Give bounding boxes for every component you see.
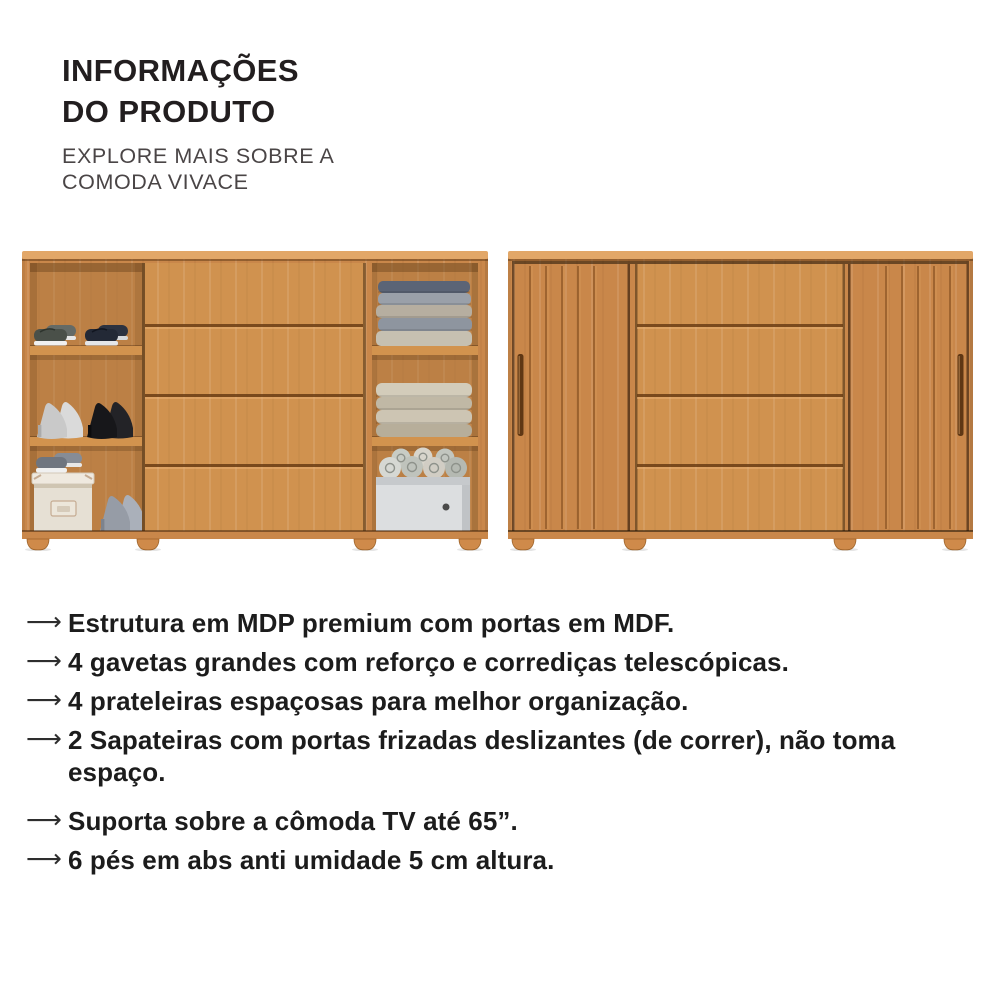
arrow-right-icon: ⟶	[26, 685, 62, 714]
closed-dresser-drawers	[635, 264, 845, 531]
feature-text: 6 pés em abs anti umidade 5 cm altura.	[68, 845, 555, 875]
product-image-open	[22, 251, 488, 551]
product-image-closed	[508, 251, 973, 551]
closed-dresser-right-door	[848, 264, 969, 531]
folded-clothes-stack-top	[376, 281, 472, 346]
page-subtitle	[62, 143, 1000, 195]
feature-text: Suporta sobre a cômoda TV até 65”.	[68, 806, 518, 836]
feature-text: 4 gavetas grandes com reforço e corrediças telescópicas.	[68, 647, 789, 677]
feature-text: Estrutura em MDP premium com portas em MDF.	[68, 608, 675, 638]
right-door-handle	[958, 354, 964, 436]
feature-item	[26, 607, 1000, 639]
arrow-right-icon: ⟶	[26, 805, 62, 834]
features-list	[26, 607, 1000, 876]
left-door-handle	[518, 354, 524, 436]
towel-box	[376, 448, 470, 532]
header	[0, 0, 1000, 195]
page-title-line2: DO PRODUTO	[62, 94, 276, 129]
open-dresser-illustration	[22, 251, 488, 551]
page-subtitle-line2: COMODA VIVACE	[62, 170, 249, 194]
feature-item	[26, 724, 1000, 788]
arrow-right-icon: ⟶	[26, 844, 62, 873]
arrow-right-icon: ⟶	[26, 646, 62, 675]
page-subtitle-line1: EXPLORE MAIS SOBRE A	[62, 144, 335, 168]
feature-item	[26, 646, 1000, 678]
arrow-right-icon: ⟶	[26, 724, 62, 753]
open-dresser-feet	[27, 539, 481, 550]
feature-item	[26, 844, 1000, 876]
open-dresser-drawers	[142, 263, 366, 531]
feature-item	[26, 805, 1000, 837]
folded-clothes-stack-middle	[376, 383, 472, 437]
feature-text: 2 Sapateiras com portas frizadas deslizantes (de correr), não toma espaço.	[68, 725, 896, 787]
closed-dresser-feet	[512, 539, 966, 550]
closed-dresser-illustration	[508, 251, 973, 551]
closed-dresser-left-door	[512, 264, 630, 531]
page-title-line1: INFORMAÇÕES	[62, 53, 299, 88]
arrow-right-icon: ⟶	[26, 607, 62, 636]
feature-text: 4 prateleiras espaçosas para melhor organização.	[68, 686, 689, 716]
page-title	[62, 50, 1000, 132]
feature-item	[26, 685, 1000, 717]
product-images-row	[0, 251, 1000, 551]
